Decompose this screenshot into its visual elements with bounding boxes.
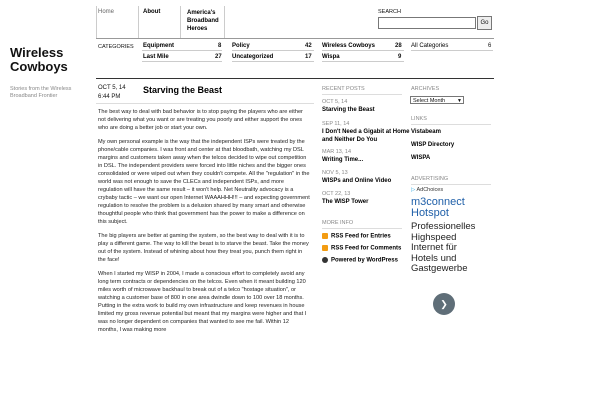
nav-about[interactable]: About [143, 9, 161, 15]
chevron-right-icon: ❯ [440, 299, 448, 309]
site-tagline [10, 86, 71, 100]
categories-label: CATEGORIES [98, 44, 134, 50]
category-count: 9 [398, 54, 402, 60]
nav-heroes-line1[interactable]: America's [187, 10, 216, 16]
rss-icon [322, 233, 328, 239]
nav-heroes-line2[interactable]: Broadband [187, 18, 219, 24]
recent-date: OCT 22, 13 [322, 191, 351, 197]
link-wisp-directory[interactable]: WISP Directory [411, 142, 455, 148]
post-title[interactable]: Starving the Beast [143, 85, 223, 95]
header-divider [96, 38, 494, 39]
nav-heroes[interactable] [187, 9, 219, 33]
tagline-line1: Stories from the Wireless [10, 86, 72, 92]
categories-divider [96, 78, 494, 79]
category-count: 17 [305, 54, 312, 60]
archives-select-value: Select Month [413, 98, 446, 104]
category-uncategorized[interactable]: Uncategorized [232, 54, 274, 60]
ad-next-button[interactable] [433, 293, 455, 315]
post-paragraph: My own personal example is the way that the independent ISPs were treated by the phone/cable companies. I was front and center at that bloodbath, watching my DSL margins and customers taken away when the telcos decided to wipe out competition in DSL. The independent providers were forced into little niches and the bigger ones consolidated or were wiped out when they couldn't compete. All the "regulation" in the world was not enough to save the CLECs and independent ISPs, and more regulation will have the same result – it won't help. Net Neutrality advocacy is a crybaby tactic – we want our open Internet WAAAHHH!!! – and expecting government regulation to resolve the problem is a delusion shared by many smart and otherwise thoughtful people who think that government has the power to make a difference on this subject. [98, 139, 310, 225]
search-input[interactable] [378, 17, 476, 29]
category-all[interactable]: All Categories [411, 43, 449, 49]
cat-underline [411, 50, 493, 51]
ad-brand-line2[interactable]: Hotspot [411, 207, 449, 219]
archives-select[interactable] [410, 96, 464, 104]
nav-divider-left [96, 6, 97, 38]
recent-post-link[interactable]: Writing Time... [322, 157, 364, 163]
post-time: 6:44 PM [98, 94, 121, 100]
adchoices-text[interactable]: AdChoices [416, 187, 444, 193]
recent-post-link[interactable]: Starving the Beast [322, 107, 375, 113]
recent-divider [322, 94, 402, 95]
ad-body[interactable] [411, 222, 475, 275]
advertising-divider [411, 184, 491, 185]
nav-divider-1 [138, 6, 139, 38]
more-info-label: MORE INFO [322, 220, 354, 226]
more-info-divider [322, 228, 402, 229]
site-title-line2[interactable]: Cowboys [10, 59, 68, 74]
post-body [98, 108, 310, 400]
recent-date: OCT 5, 14 [322, 99, 348, 105]
ad-body-line[interactable]: Hotels und [411, 252, 457, 264]
ad-body-line[interactable]: Highspeed [411, 231, 457, 243]
post-date: OCT 5, 14 [98, 85, 126, 91]
ad-brand[interactable] [411, 197, 465, 219]
site-title[interactable] [10, 46, 68, 74]
nav-divider-2 [180, 6, 181, 38]
links-divider [411, 124, 491, 125]
post-title-divider [96, 103, 314, 104]
ad-body-line[interactable]: Internet für [411, 242, 457, 253]
ad-body-line[interactable]: Gastgewerbe [411, 263, 468, 274]
cat-underline [232, 61, 314, 62]
wordpress-text[interactable]: Powered by WordPress [331, 257, 398, 264]
chevron-down-icon: ▼ [457, 98, 462, 104]
category-wispa[interactable]: Wispa [322, 54, 340, 60]
rss-entries-text[interactable]: RSS Feed for Entries [331, 233, 391, 240]
site-title-line1[interactable]: Wireless [10, 45, 64, 60]
search-go-button[interactable]: Go [477, 16, 492, 30]
wordpress-icon [322, 257, 328, 263]
nav-divider-3 [224, 6, 225, 38]
adchoices[interactable] [411, 187, 443, 193]
adchoices-icon: ▷ [411, 187, 416, 193]
recent-post-link[interactable]: I Don't Need a Gigabit at Home and Neither Do You [322, 129, 410, 143]
archives-label: ARCHIVES [411, 86, 440, 92]
recent-posts-label: RECENT POSTS [322, 86, 365, 92]
link-vistabeam[interactable]: Vistabeam [411, 129, 441, 135]
cat-underline [142, 50, 222, 51]
cat-underline [142, 61, 222, 62]
wordpress-link[interactable] [322, 257, 398, 264]
search-label: SEARCH [378, 9, 401, 15]
rss-icon [322, 245, 328, 251]
ad-body-line[interactable]: Professionelles [411, 221, 476, 232]
tagline-line2: Broadband Frontier [10, 93, 58, 99]
recent-date: NOV 5, 13 [322, 170, 348, 176]
nav-home[interactable]: Home [98, 9, 115, 15]
category-policy[interactable]: Policy [232, 43, 250, 49]
category-equipment[interactable]: Equipment [143, 43, 174, 49]
recent-post-link[interactable]: The WISP Tower [322, 199, 369, 205]
category-count: 42 [305, 43, 312, 49]
category-wireless-cowboys[interactable]: Wireless Cowboys [322, 43, 375, 49]
cat-underline [322, 61, 404, 62]
nav-heroes-line3[interactable]: Heroes [187, 26, 208, 32]
recent-post-link[interactable]: WISPs and Online Video [322, 178, 392, 184]
rss-comments-text[interactable]: RSS Feed for Comments [331, 245, 402, 252]
recent-date: SEP 11, 14 [322, 121, 350, 127]
cat-underline [232, 50, 314, 51]
rss-comments-link[interactable] [322, 245, 401, 252]
category-last-mile[interactable]: Last Mile [143, 54, 169, 60]
category-count: 6 [488, 43, 492, 49]
cat-underline [322, 50, 404, 51]
post-paragraph: When I started my WISP in 2004, I made a conscious effort to completely avoid any long term contracts or dependencies on the telcos. Even when it meant building 120 miles worth of microwave backhaul to break out of a telco "hostage situation", or watching a customer base of 800 in one area dwindle down to 100 over 18 months. Putting in the extra work to build my own infrastructure and keep revenues in house limited my gross revenue potential but meant that my margins were higher and that I was no longer dependent on companies that wanted to see me fail. Within 12 months, I was making more [98, 271, 307, 333]
advertising-label: ADVERTISING [411, 176, 449, 182]
ad-brand-line1[interactable]: m3connect [411, 196, 465, 208]
category-count: 8 [218, 43, 222, 49]
post-paragraph: The big players are better at gaming the system, so the best way to deal with it is to play a different game. The way to kill the beast is to starve the beast. Take the money out of the system. Instead of whining about how they treat you, punch them right in the face! [98, 233, 309, 263]
rss-entries-link[interactable] [322, 233, 391, 240]
category-count: 27 [215, 54, 222, 60]
category-count: 28 [395, 43, 402, 49]
recent-date: MAR 13, 14 [322, 149, 352, 155]
post-paragraph: The best way to deal with bad behavior is to stop paying the players who are either not delivering what you want or are treating you poorly and either support the ones who are doing a better job or start your own. [98, 109, 303, 131]
links-label: LINKS [411, 116, 427, 122]
link-wispa[interactable]: WISPA [411, 155, 431, 161]
